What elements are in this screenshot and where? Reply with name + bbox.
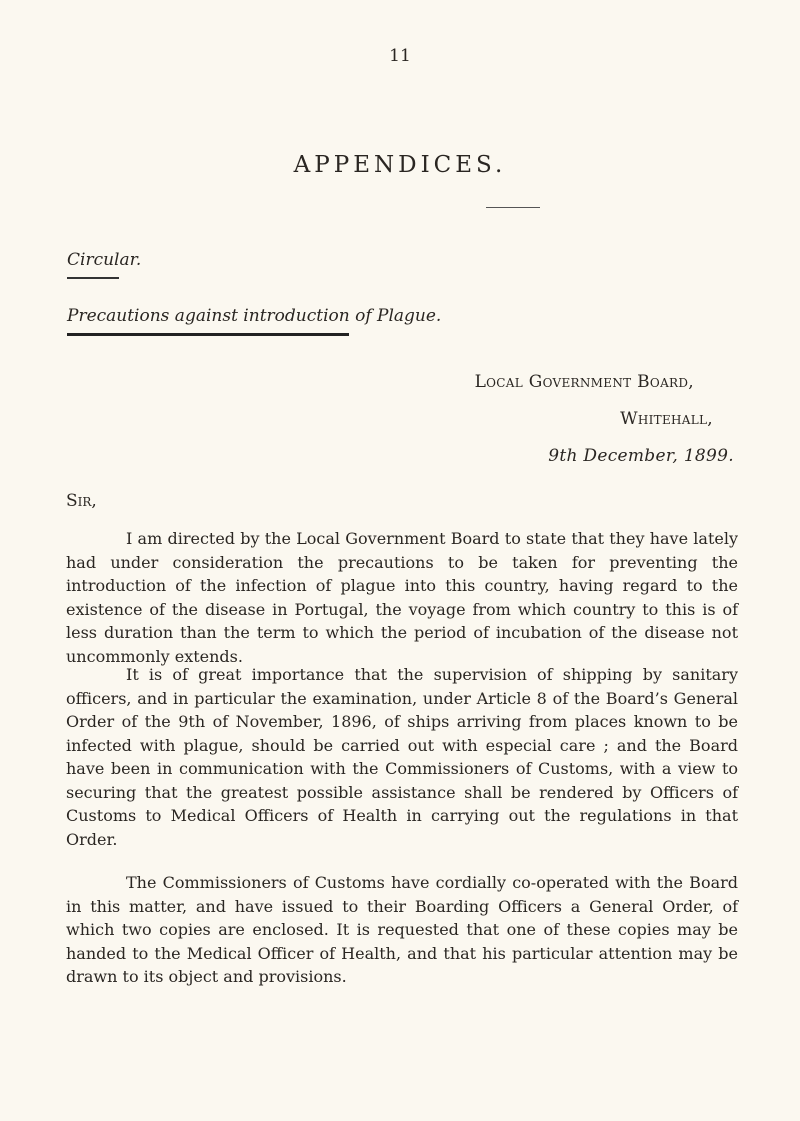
salutation: Sir, — [66, 491, 97, 511]
circular-label: Circular. — [67, 250, 142, 270]
page-number: 11 — [389, 46, 411, 66]
subject-title: Precautions against introduction of Plague. — [67, 306, 442, 326]
sender-board: Local Government Board, — [474, 372, 694, 392]
page-heading: APPENDICES. — [293, 152, 507, 178]
paragraph-2: It is of great importance that the supervision of shipping by sanitary officers, and in particular the examination, under Article 8 of the Board’s General Order of the 9th of November, 1896, of ships arriving from places known to be infected with plague, should be carried out with especial care ; and the Board have been in communication with the Commissioners of Customs, with a view to securing that the greatest possible assistance shall be rendered by Officers of Customs to Medical Officers of Health in carrying out the regulations in that Order. — [66, 665, 738, 849]
subject-underline — [67, 333, 349, 336]
heading-divider — [486, 207, 540, 208]
circular-underline — [67, 277, 119, 279]
letter-date: 9th December, 1899. — [548, 446, 734, 466]
sender-place: Whitehall, — [620, 409, 713, 429]
paragraph-3: The Commissioners of Customs have cordially co-operated with the Board in this matter, and have issued to their Boarding Officers a General Order, of which two copies are enclosed. It is requested that one of these copies may be handed to the Medical Officer of Health, and that his particular attention may be drawn to its object and provisions. — [66, 873, 738, 986]
paragraph-1: I am directed by the Local Government Board to state that they have lately had under consideration the precautions to be taken for preventing the introduction of the infection of plague into this country, having regard to the existence of the disease in Portugal, the voyage from which country to this is of less duration than the term to which the period of incubation of the disease not uncommonly extends. — [66, 529, 738, 666]
